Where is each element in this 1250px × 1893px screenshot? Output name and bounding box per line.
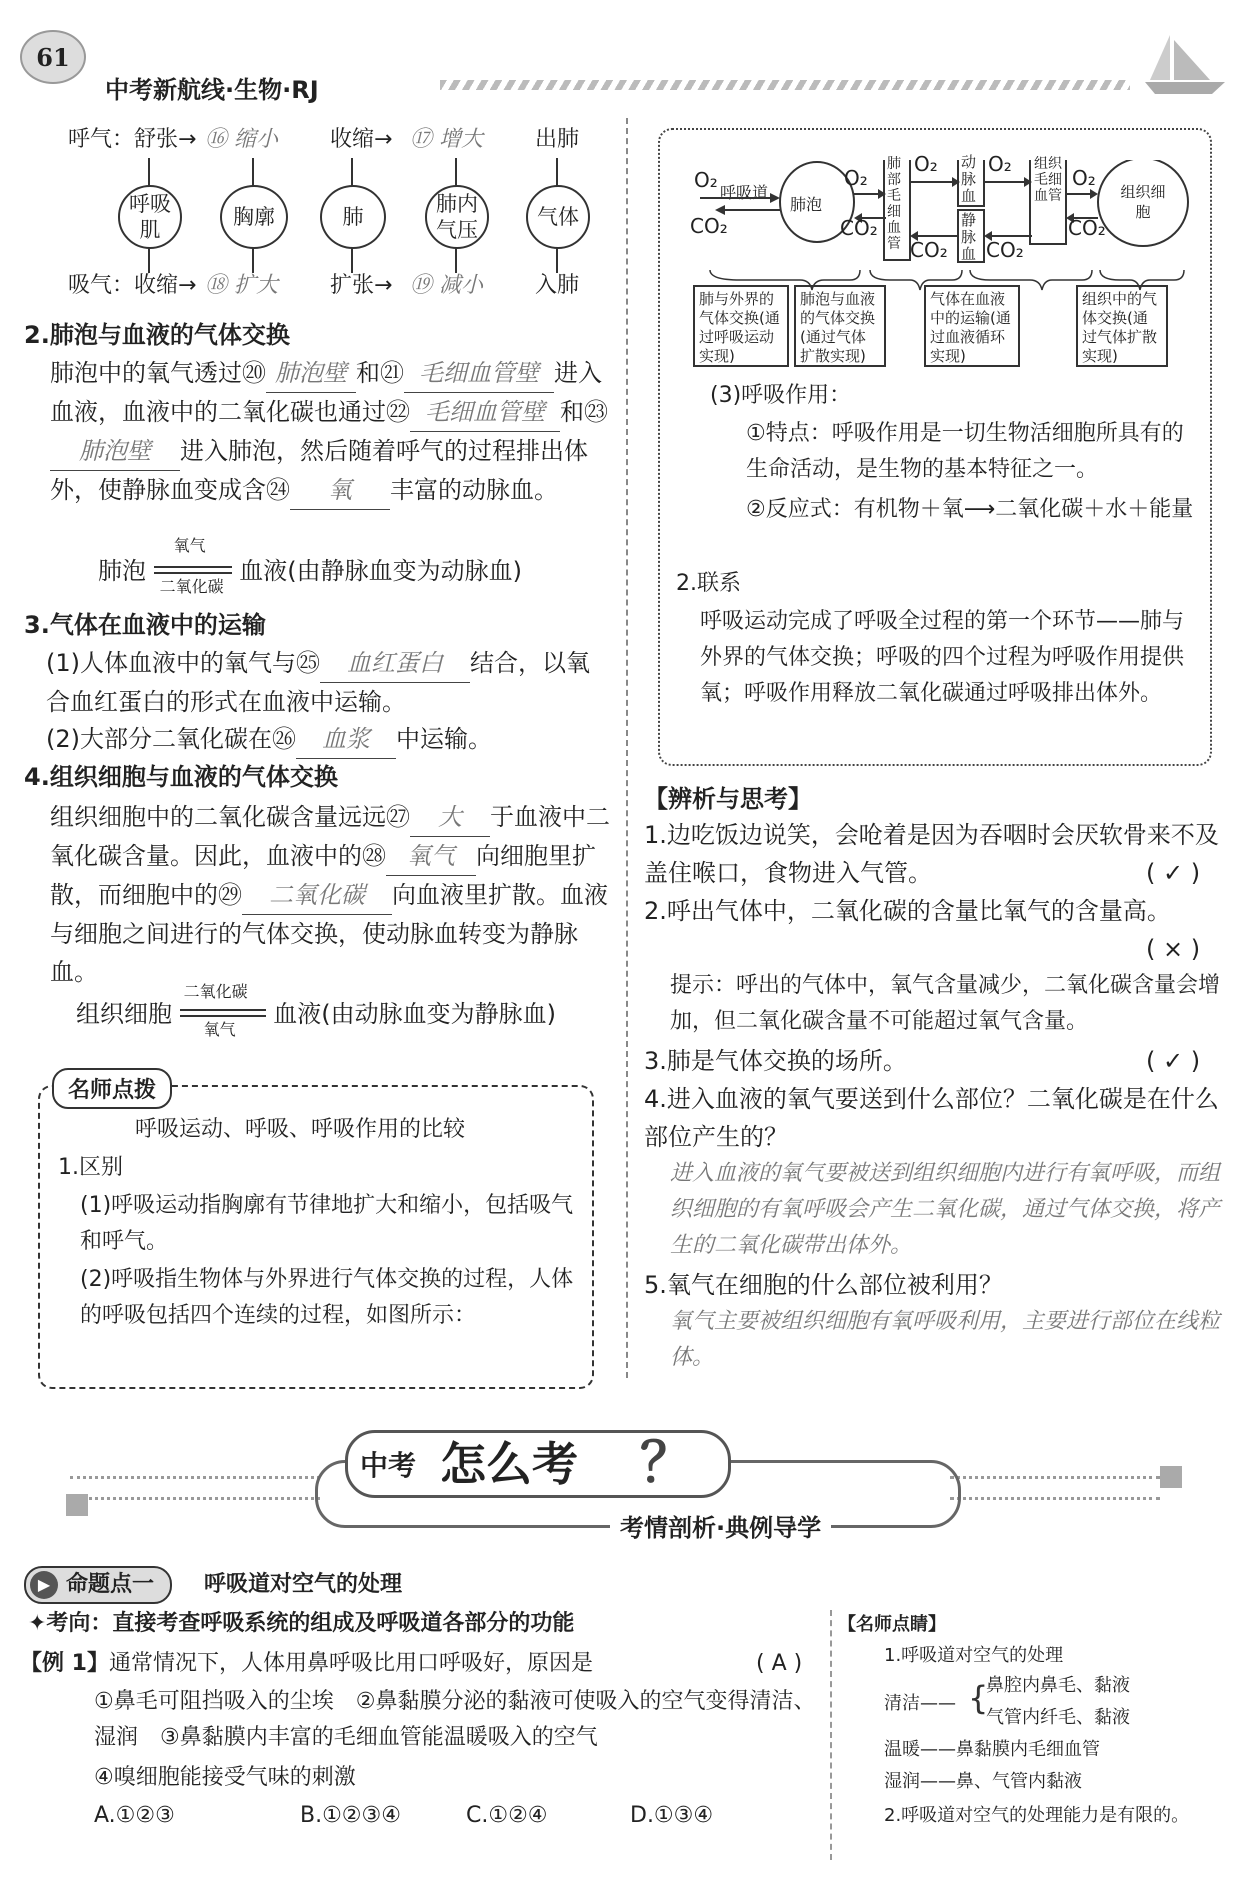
choice-c[interactable]: C.①②④ [466,1803,548,1828]
banner-square [1160,1466,1182,1488]
flow-step-1: 肺与外界的气体交换(通过呼吸运动实现) [693,285,789,367]
connector [148,158,150,186]
think-a5: 氧气主要被组织细胞有氧呼吸利用，主要进行部位在线粒体。 [670,1309,1221,1370]
flow-step-4: 组织中的气体交换(通过气体扩散实现) [1076,285,1168,367]
tissue-equation: 组织细胞 二氧化碳 氧气 血液(由动脉血变为静脉血) [76,982,557,1039]
eye-divider [830,1610,832,1860]
banner-subtitle: 考情剖析·典例导学 [610,1508,831,1543]
section-4-body: 组织细胞中的二氧化碳含量远远㉗ 大 于血液中二氧化碳含量。因此，血液中的㉘ 氧气 向细胞里扩散，而细胞中的㉙ 二氧化碳 向血液里扩散。血液与细胞之间进行的气体交换，使动脉血转变为静脉血。 [50,798,610,991]
respiration-flow-diagram: O₂ CO₂ 呼吸道 肺泡 O₂ CO₂ 肺部毛细血管 O₂ CO₂ 动脉血 静脉血 O₂ CO₂ 组织毛细血管 O₂ CO₂ 组织细胞 [690,160,1190,390]
think-q1-mark: ( ✓ ) [1146,859,1201,887]
resp-feature: ①特点：呼吸作用是一切生物活细胞所具有的生命活动，是生物的基本特征之一。 [746,421,1184,482]
thorax-circle: 胸廓 [220,185,288,249]
answer-24: 氧 [290,471,390,510]
resp-equation: ②反应式：有机物＋氧⟶二氧化碳＋水＋能量 [746,497,1194,522]
section-3-item-2: (2)大部分二氧化碳在㉖ 血浆 中运输。 [46,720,492,759]
connector [455,158,457,186]
gas-circle: 气体 [526,185,590,249]
answer-21: 毛细血管壁 [404,354,554,393]
think-q2-mark: ( × ) [1146,935,1201,963]
think-q3: 3.肺是气体交换的场所。 [644,1047,907,1075]
point-title: 呼吸道对空气的处理 [204,1572,403,1597]
point-badge: ▶ 命题点一 [24,1566,172,1604]
banner-title-b: 怎么考 [440,1437,578,1491]
flow-step-2: 肺泡与血液的气体交换(通过气体扩散实现) [794,285,886,367]
eye-warm: 温暖——鼻黏膜内毛细血管 [884,1739,1100,1760]
think-hint: 提示：呼出的气体中，氧气含量减少，二氧化碳含量会增加，但二氧化碳含量不可能超过氧气含量。 [670,973,1221,1034]
answer-23: 肺泡壁 [50,432,180,471]
answer-17: ⑰ 增大 [410,127,483,152]
relation-body: 呼吸运动完成了呼吸全过程的第一个环节——肺与外界的气体交换；呼吸的四个过程为呼吸作用提供氧；呼吸作用释放二氧化碳通过呼吸排出体外。 [700,609,1185,706]
think-q5: 5.氧气在细胞的什么部位被利用？ [644,1271,1003,1299]
answer-29: 二氧化碳 [242,876,392,915]
lung-pressure-circle: 肺内气压 [425,185,489,249]
think-a4: 进入血液的氧气要被送到组织细胞内进行有氧呼吸，而组织细胞的有氧呼吸会产生二氧化碳，通过气体交换，将产生的二氧化碳带出体外。 [670,1161,1221,1258]
eye-clean-1: 鼻腔内鼻毛、黏液 [986,1675,1130,1696]
eye-title: 【名师点睛】 [838,1614,946,1635]
book-title: 中考新航线·生物·RJ [105,76,319,104]
exam-direction: ✦考向：直接考查呼吸系统的组成及呼吸道各部分的功能 [28,1611,575,1636]
answer-25: 血红蛋白 [320,644,470,683]
tip-diff: 1.区别 [58,1155,123,1180]
resp-heading: (3)呼吸作用： [710,383,852,408]
tip-heading: 呼吸运动、呼吸、呼吸作用的比较 [134,1117,465,1142]
tip-item-1: (1)呼吸运动指胸廓有节律地扩大和缩小，包括吸气和呼气。 [80,1193,574,1254]
eye-clean-2: 气管内纤毛、黏液 [986,1707,1130,1728]
inhale-prefix: 吸气：收缩→ [68,273,197,298]
relation-heading: 2.联系 [676,571,741,596]
respiratory-muscle-circle: 呼吸肌 [118,185,182,249]
answer-26: 血浆 [296,720,396,759]
banner-rule-left [70,1476,320,1500]
banner-question-mark: ？ [640,1430,694,1494]
section-2-title: 2.肺泡与血液的气体交换 [24,321,290,349]
column-divider [626,118,628,1378]
choice-a[interactable]: A.①②③ [94,1803,175,1828]
think-q1: 1.边吃饭边说笑，会呛着是因为吞咽时会厌软骨来不及盖住喉口，食物进入气管。 [644,821,1219,887]
answer-16: ⑯ 缩小 [205,127,278,152]
tip-item-2: (2)呼吸指生物体与外界进行气体交换的过程，人体的呼吸包括四个连续的过程，如图所示： [80,1267,574,1328]
banner-square [66,1494,88,1516]
example-options: ①鼻毛可阻挡吸入的尘埃 ②鼻黏膜分泌的黏液可使吸入的空气变得清洁、湿润 ③鼻黏膜内丰富的毛细血管能温暖吸入的空气 [94,1689,816,1750]
tip-badge: 名师点拨 [52,1068,172,1109]
banner-rule-right [950,1476,1160,1500]
connector [556,158,558,186]
think-q4: 4.进入血液的氧气要送到什么部位？二氧化碳是在什么部位产生的？ [644,1085,1219,1151]
lung-circle: 肺 [320,185,386,249]
banner-title-a: 中考 [360,1449,417,1482]
answer-27: 大 [410,798,490,837]
out-lung-label: 出肺 [535,127,580,152]
section-3-item-1: (1)人体血液中的氧气与㉕ 血红蛋白 结合，以氧合血红蛋白的形式在血液中运输。 [46,644,612,721]
page-number-badge [20,30,86,84]
think-q2: 2.呼出气体中，二氧化碳的含量比氧气的含量高。 [644,897,1171,925]
eye-item-2: 2.呼吸道对空气的处理能力是有限的。 [884,1805,1190,1826]
play-icon: ▶ [30,1571,58,1599]
example-answer: ( A ) [756,1651,803,1676]
eye-item-1: 1.呼吸道对空气的处理 [884,1645,1064,1666]
connector [252,158,254,186]
page-number: 61 [36,42,70,72]
flow-step-3: 气体在血液中的运输(通过血液循环实现) [924,285,1020,367]
connector [351,158,353,186]
section-3-title: 3.气体在血液中的运输 [24,611,266,639]
think-q3-mark: ( ✓ ) [1146,1047,1201,1075]
section-2-body: 肺泡中的氧气透过⑳ 肺泡壁 和㉑ 毛细血管壁 进入血液，血液中的二氧化碳也通过㉒ 毛细血管壁 和㉓肺泡壁 进入肺泡，然后随着呼气的过程排出体外，使静脉血变成含㉔ 氧 丰富的动脉血。 [50,354,610,510]
answer-19: ⑲ 减小 [410,273,483,298]
eye-wet: 湿润——鼻、气管内黏液 [884,1771,1082,1792]
answer-22: 毛细血管壁 [410,393,560,432]
think-title: 【辨析与思考】 [644,785,812,813]
section-4-title: 4.组织细胞与血液的气体交换 [24,763,338,791]
brace: { [968,1679,989,1717]
header-rule [440,80,1130,90]
inhale-mid: 扩张→ [330,273,393,298]
choice-b[interactable]: B.①②③④ [300,1803,401,1828]
choice-d[interactable]: D.①③④ [630,1803,714,1828]
eye-clean: 清洁—— [884,1693,956,1714]
in-lung-label: 入肺 [535,273,580,298]
answer-18: ⑱ 扩大 [205,273,278,298]
answer-28: 氧气 [386,837,476,876]
exhale-mid: 收缩→ [330,127,393,152]
exhale-row: 呼气：舒张→ [68,127,197,152]
example-option-4: ④嗅细胞能接受气味的刺激 [94,1765,356,1790]
alveoli-equation: 肺泡 氧气 二氧化碳 血液(由静脉血变为动脉血) [98,536,523,596]
ship-logo-icon [1140,30,1230,100]
answer-20: 肺泡壁 [266,354,356,393]
example-stem: 【例 1】通常情况下，人体用鼻呼吸比用口呼吸好，原因是 [20,1651,593,1676]
